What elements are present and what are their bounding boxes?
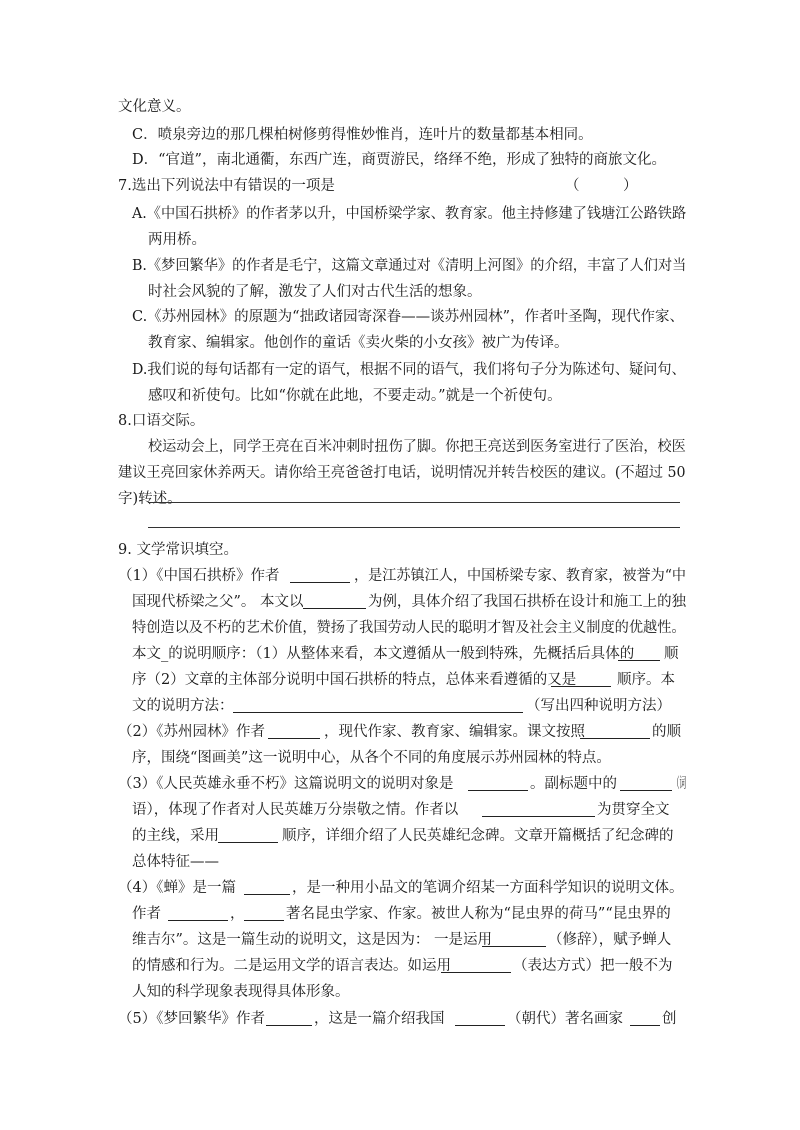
text-line: 校运动会上，同学王亮在百米冲刺时扭伤了脚。你把王亮送到医务室进行了医治，校医	[148, 439, 686, 455]
text-line: ，	[230, 906, 245, 922]
answer-bracket: （ ）	[565, 178, 638, 194]
text-line: 维吉尔”。这是一篇生动的说明文，这是因为： 一是运用	[132, 932, 493, 948]
text-line: 顺序。本	[617, 672, 675, 688]
text-line: 教育家、编辑家。他创作的童话《卖火柴的小女孩》被广为传译。	[148, 335, 569, 351]
text-line: 的顺	[652, 724, 681, 740]
text-line: 文的说明方法：	[132, 698, 234, 714]
question-9: 9. 文学常识填空。	[118, 542, 238, 558]
fill-blank[interactable]	[630, 1025, 660, 1026]
fill-blank[interactable]	[303, 608, 366, 609]
fill-blank[interactable]	[244, 894, 290, 895]
text-line: 两用桥。	[148, 232, 206, 248]
text-line: ，是一种用小品文的笔调介绍某一方面科学知识的说明文体。	[292, 880, 684, 896]
text-line: （修辞），赋予蝉人	[548, 932, 672, 948]
text-line: 的主线，采用	[132, 828, 219, 844]
text-line: 感叹和祈使句。比如“你就在此地，不要走动。”就是一个祈使句。	[148, 388, 562, 404]
text-line: 人知的科学现象表现得具体形象。	[132, 984, 350, 1000]
fill-blank[interactable]	[268, 738, 320, 739]
text-line: 时社会风貌的了解，激发了人们对古代生活的想象。	[148, 284, 482, 300]
fill-blank[interactable]	[468, 790, 528, 791]
option-b: B.《梦回繁华》的作者是毛宁，这篇文章通过对《清明上河图》的介绍，丰富了人们对当	[132, 258, 687, 274]
text-line: （5）《梦回繁华》作者	[118, 1011, 265, 1027]
question-8: 8.口语交际。	[118, 413, 205, 429]
text-line: 顺	[664, 646, 679, 662]
fill-blank[interactable]	[441, 972, 511, 973]
text-line: （词	[673, 776, 686, 792]
text-line: 序（2）文章的主体部分说明中国石拱桥的特点，总体来看遵循的又是	[132, 672, 577, 688]
fill-blank[interactable]	[218, 842, 278, 843]
text-line: 字)转述。	[118, 491, 182, 507]
text-line: （1）《中国石拱桥》作者	[118, 568, 280, 584]
fill-blank[interactable]	[482, 816, 595, 817]
fill-blank[interactable]	[482, 946, 546, 947]
text-line: 。副标题中的	[530, 776, 617, 792]
text-line: 序，围绕“图画美”这一说明中心，从各个不同的角度展示苏州园林的特点。	[132, 750, 611, 766]
text-line: ，这是一篇介绍我国	[314, 1011, 445, 1027]
text-line: 国现代桥梁之父”。 本文以	[132, 594, 304, 610]
fill-blank[interactable]	[244, 920, 284, 921]
answer-line[interactable]	[148, 527, 680, 528]
fill-blank[interactable]	[455, 1025, 505, 1026]
fill-blank[interactable]	[580, 738, 650, 739]
question-7: 7.选出下列说法中有错误的一项是	[118, 178, 335, 194]
text-line: 本文_的说明顺序：（1）从整体来看，本文遵循从一般到特殊，先概括后具体的	[132, 646, 635, 662]
fill-blank[interactable]	[620, 790, 672, 791]
text-line: 建议王亮回家休养两天。请你给王亮爸爸打电话，说明情况并转告校医的建议。(不超过 50	[118, 465, 686, 481]
text-line: 创	[662, 1011, 677, 1027]
text-line: 为贯穿全文	[597, 802, 670, 818]
text-line: （朝代）著名画家	[507, 1011, 623, 1027]
option-c: C．喷泉旁边的那几棵柏树修剪得惟妙惟肖，连叶片的数量都基本相同。	[132, 127, 593, 143]
text-line: 顺序，详细介绍了人民英雄纪念碑。文章开篇概括了纪念碑的	[282, 828, 674, 844]
answer-line[interactable]	[148, 502, 680, 503]
text-line: 著名昆虫学家、作家。被世人称为“昆虫界的荷马”“昆虫界的	[286, 906, 671, 922]
text-line: ，现代作家、教育家、编辑家。课文按照	[324, 724, 585, 740]
text-line: 语），体现了作者对人民英雄万分崇敬之情。作者以	[132, 802, 459, 818]
text-line: 总体特征——	[132, 854, 219, 870]
text-line: ，是江苏镇江人，中国桥梁专家、教育家，被誉为“中	[354, 568, 687, 584]
text-line: 为例，具体介绍了我国石拱桥在设计和施工上的独	[368, 594, 687, 610]
fill-blank[interactable]	[266, 1025, 312, 1026]
text-line: （3）《人民英雄永垂不朽》这篇说明文的说明对象是	[118, 776, 454, 792]
option-a: A.《中国石拱桥》的作者茅以升，中国桥梁学家、教育家。他主持修建了钱塘江公路铁路	[132, 206, 687, 222]
fill-blank[interactable]	[551, 686, 611, 687]
fill-blank[interactable]	[290, 582, 350, 583]
text-line: 特创造以及不朽的艺术价值，赞扬了我国劳动人民的聪明才智及社会主义制度的优越性。	[132, 620, 686, 636]
fill-blank[interactable]	[168, 920, 228, 921]
text-line: （表达方式）把一般不为	[513, 958, 673, 974]
text-line: 作者	[132, 906, 161, 922]
text-line: 的情感和行为。二是运用文学的语言表达。如运用	[132, 958, 451, 974]
option-d: D.我们说的每句话都有一定的语气，根据不同的语气，我们将句子分为陈述句、疑问句、	[132, 362, 686, 378]
fill-blank[interactable]	[618, 660, 660, 661]
fill-blank[interactable]	[233, 712, 523, 713]
option-d: D．“官道”，南北通衢，东西广连，商贾游民，络绎不绝，形成了独特的商旅文化。	[132, 152, 666, 168]
text-line: （写出四种说明方法）	[526, 698, 671, 714]
text-line: （2）《苏州园林》作者	[118, 724, 265, 740]
text-line: （4）《蝉》是一篇	[118, 880, 236, 896]
option-c: C.《苏州园林》的原题为“拙政诸园寄深眷——谈苏州园林”，作者叶圣陶，现代作家、	[132, 309, 685, 325]
text-line: 文化意义。	[118, 99, 191, 115]
